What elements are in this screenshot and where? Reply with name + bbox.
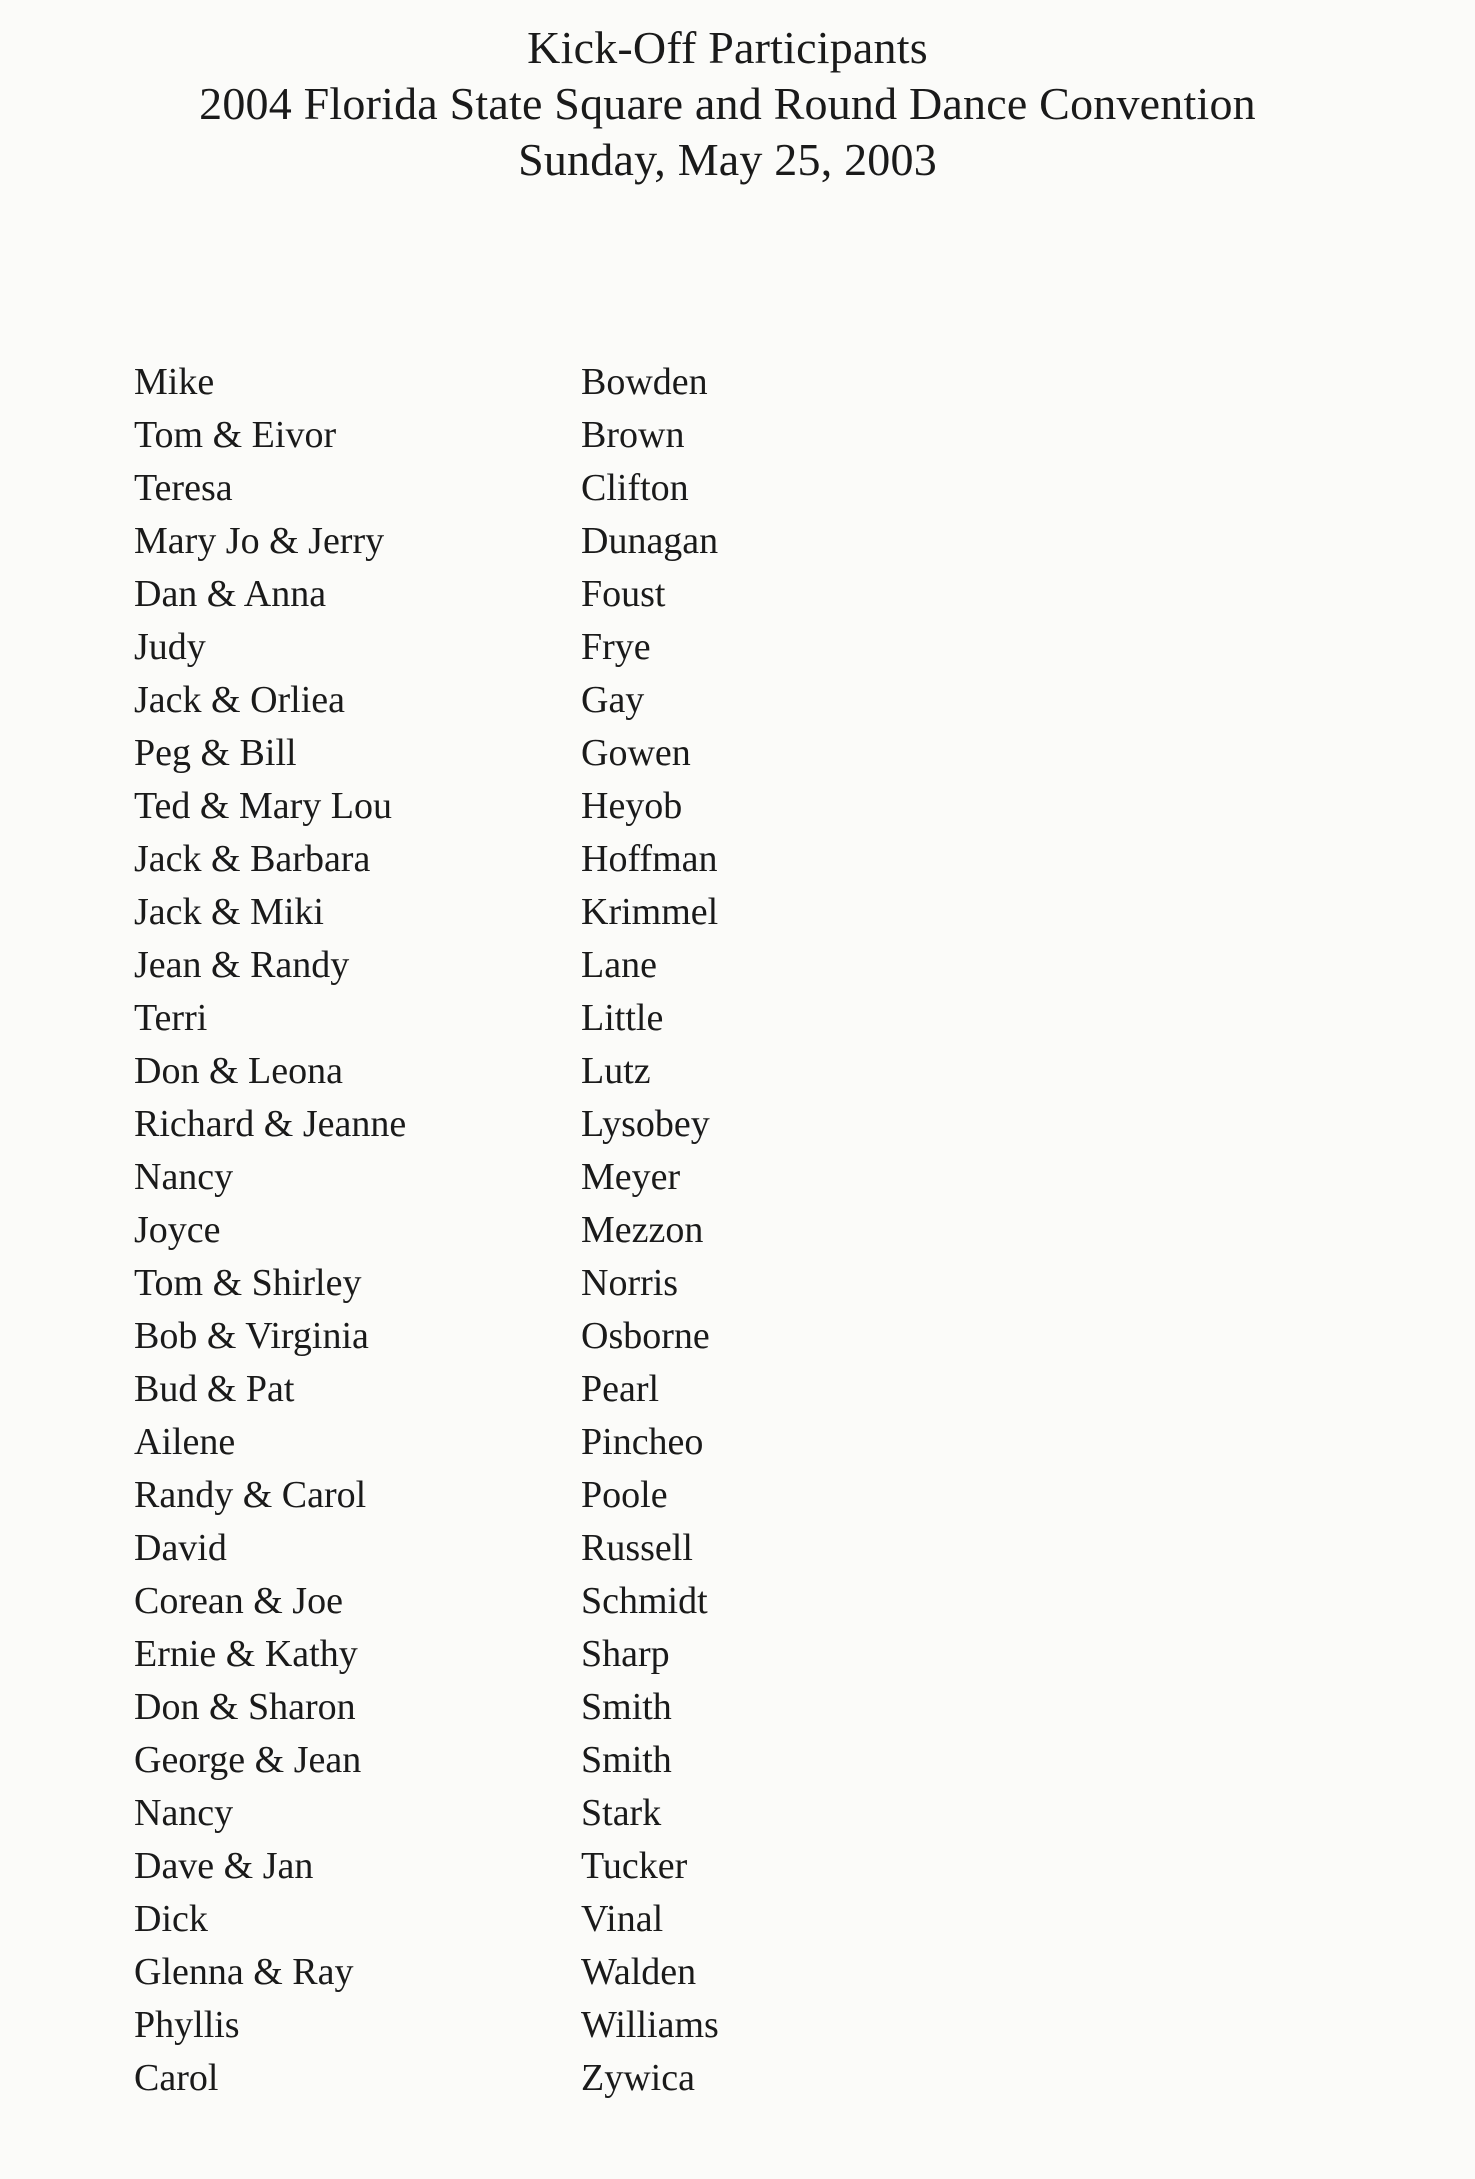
participant-first-name: Jack & Barbara: [134, 838, 371, 880]
participant-last-name: Brown: [581, 414, 685, 456]
participant-last-name: Lysobey: [581, 1103, 710, 1145]
participant-first-name: Terri: [134, 997, 208, 1039]
participant-first-name: Bud & Pat: [134, 1368, 295, 1410]
participant-row: [134, 462, 934, 515]
participant-row: [134, 1999, 934, 2052]
participant-row: [134, 1310, 934, 1363]
participant-first-name: David: [134, 1527, 227, 1569]
participant-last-name: Lutz: [581, 1050, 651, 1092]
participant-first-name: Jack & Miki: [134, 891, 324, 933]
event-name: 2004 Florida State Square and Round Dance Convention: [199, 78, 1256, 129]
participant-last-name: Clifton: [581, 467, 689, 509]
participant-row: [134, 1787, 934, 1840]
participant-first-name: Nancy: [134, 1792, 234, 1834]
participant-row: [134, 939, 934, 992]
participant-last-name: Bowden: [581, 361, 708, 403]
participant-first-name: Ted & Mary Lou: [134, 785, 393, 827]
participant-first-name: Nancy: [134, 1156, 234, 1198]
participant-row: [134, 674, 934, 727]
participant-row: [134, 2052, 934, 2105]
participant-last-name: Norris: [581, 1262, 679, 1304]
participant-first-name: George & Jean: [134, 1739, 362, 1781]
participant-first-name: Jack & Orliea: [134, 679, 346, 721]
participant-first-name: Dan & Anna: [134, 573, 327, 615]
participant-row: [134, 515, 934, 568]
participant-last-name: Hoffman: [581, 838, 718, 880]
participant-first-name: Jean & Randy: [134, 944, 350, 986]
participant-last-name: Osborne: [581, 1315, 710, 1357]
participant-last-name: Mezzon: [581, 1209, 704, 1251]
participant-first-name: Dick: [134, 1898, 208, 1940]
participant-first-name: Glenna & Ray: [134, 1951, 354, 1993]
participant-first-name: Randy & Carol: [134, 1474, 367, 1516]
participant-list: [134, 356, 934, 2105]
participant-last-name: Pincheo: [581, 1421, 704, 1463]
participant-first-name: Bob & Virginia: [134, 1315, 369, 1357]
participant-last-name: Tucker: [581, 1845, 688, 1887]
participant-row: [134, 727, 934, 780]
participant-first-name: Corean & Joe: [134, 1580, 343, 1622]
participant-last-name: Schmidt: [581, 1580, 708, 1622]
participant-last-name: Lane: [581, 944, 657, 986]
participant-row: [134, 621, 934, 674]
participant-first-name: Richard & Jeanne: [134, 1103, 407, 1145]
participant-row: [134, 1363, 934, 1416]
participant-row: [134, 1151, 934, 1204]
participant-row: [134, 1204, 934, 1257]
participant-last-name: Williams: [581, 2004, 719, 2046]
participant-last-name: Krimmel: [581, 891, 719, 933]
participant-last-name: Sharp: [581, 1633, 670, 1675]
participant-last-name: Poole: [581, 1474, 668, 1516]
participant-last-name: Foust: [581, 573, 666, 615]
participant-last-name: Vinal: [581, 1898, 664, 1940]
participant-row: [134, 1469, 934, 1522]
participant-row: [134, 409, 934, 462]
participant-row: [134, 1628, 934, 1681]
participant-first-name: Ailene: [134, 1421, 236, 1463]
participant-first-name: Phyllis: [134, 2004, 240, 2046]
participant-row: [134, 992, 934, 1045]
participant-last-name: Pearl: [581, 1368, 660, 1410]
participant-first-name: Tom & Eivor: [134, 414, 337, 456]
participant-first-name: Carol: [134, 2057, 219, 2099]
participant-row: [134, 1575, 934, 1628]
participant-row: [134, 1098, 934, 1151]
participant-row: [134, 1045, 934, 1098]
participant-row: [134, 1522, 934, 1575]
participant-last-name: Smith: [581, 1686, 672, 1728]
participant-row: [134, 1840, 934, 1893]
participant-row: [134, 833, 934, 886]
participant-first-name: Teresa: [134, 467, 233, 509]
participant-first-name: Ernie & Kathy: [134, 1633, 358, 1675]
participant-first-name: Tom & Shirley: [134, 1262, 362, 1304]
participant-last-name: Gowen: [581, 732, 691, 774]
participant-last-name: Little: [581, 997, 664, 1039]
participant-first-name: Dave & Jan: [134, 1845, 314, 1887]
participant-row: [134, 1734, 934, 1787]
participant-last-name: Dunagan: [581, 520, 719, 562]
participant-last-name: Stark: [581, 1792, 662, 1834]
participant-row: [134, 356, 934, 409]
participant-row: [134, 780, 934, 833]
participant-row: [134, 1681, 934, 1734]
participant-first-name: Joyce: [134, 1209, 221, 1251]
participant-last-name: Meyer: [581, 1156, 681, 1198]
participant-last-name: Russell: [581, 1527, 693, 1569]
participant-row: [134, 886, 934, 939]
participant-first-name: Mike: [134, 361, 215, 403]
participant-row: [134, 1257, 934, 1310]
participant-row: [134, 1893, 934, 1946]
participant-first-name: Don & Sharon: [134, 1686, 356, 1728]
participant-first-name: Judy: [134, 626, 206, 668]
participant-last-name: Frye: [581, 626, 651, 668]
participant-first-name: Don & Leona: [134, 1050, 343, 1092]
participant-last-name: Zywica: [581, 2057, 695, 2099]
document-title: Kick-Off Participants: [527, 22, 928, 73]
participant-first-name: Mary Jo & Jerry: [134, 520, 385, 562]
participant-row: [134, 1416, 934, 1469]
participant-last-name: Gay: [581, 679, 645, 721]
event-date: Sunday, May 25, 2003: [518, 134, 937, 185]
participant-row: [134, 568, 934, 621]
participant-first-name: Peg & Bill: [134, 732, 297, 774]
document-header: [0, 20, 1455, 188]
participant-last-name: Smith: [581, 1739, 672, 1781]
participant-row: [134, 1946, 934, 1999]
participant-last-name: Heyob: [581, 785, 683, 827]
participant-last-name: Walden: [581, 1951, 697, 1993]
